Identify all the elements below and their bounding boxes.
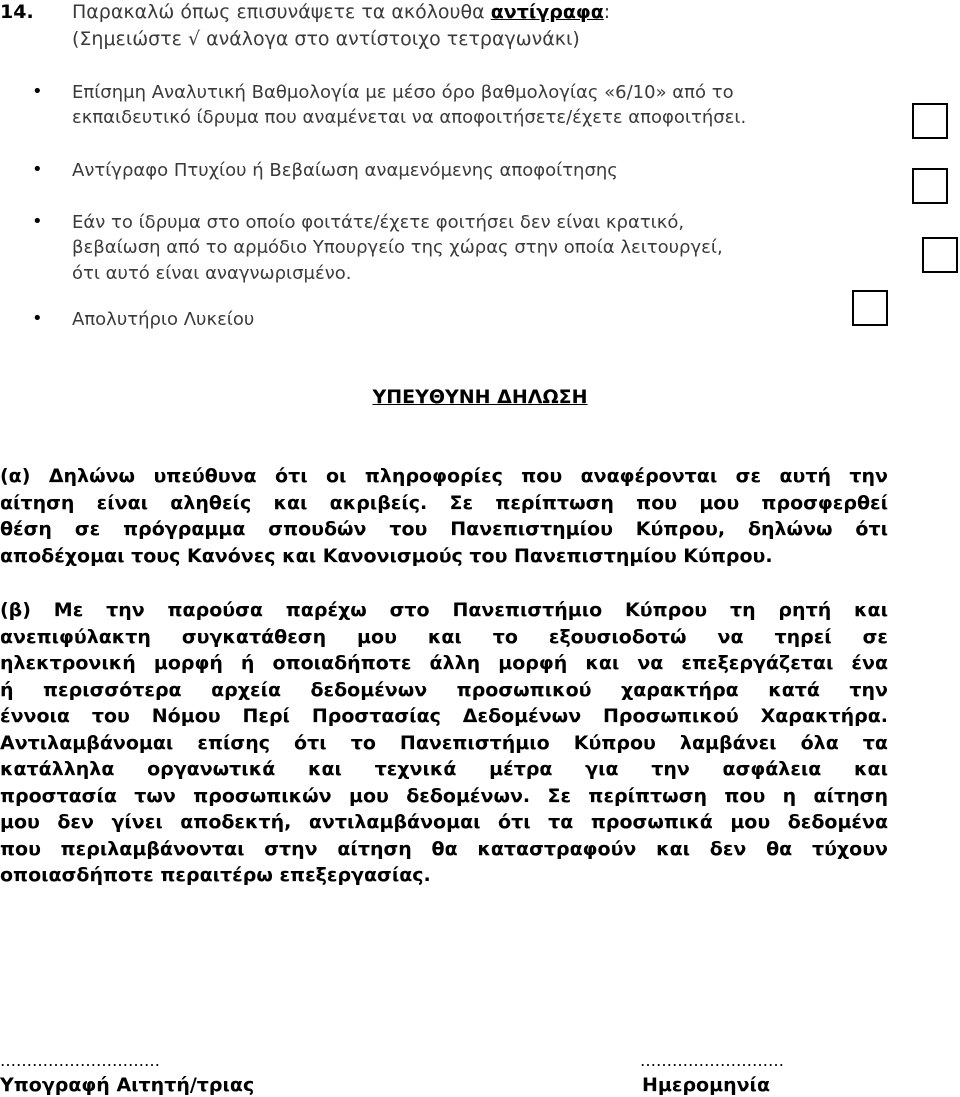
paragraph-line: ηλεκτρονική μορφή ή οποιαδήποτε άλλη μορφή και να επεξεργάζεται ένα	[0, 652, 888, 674]
list-bullet: •	[32, 308, 43, 329]
list-bullet: •	[32, 211, 43, 232]
checkbox-high-school-certificate[interactable]	[852, 290, 888, 326]
list-bullet: •	[32, 159, 43, 180]
paragraph-line: μου δεν γίνει αποδεκτή, αντιλαμβάνομαι ότι τα προσωπικά μου δεδομένα	[0, 811, 888, 833]
paragraph-line: Αντιλαμβάνομαι επίσης ότι το Πανεπιστήμιο Κύπρου λαμβάνει όλα τα	[0, 731, 888, 754]
paragraph-line: κατάλληλα οργανωτικά και τεχνικά μέτρα για την ασφάλεια και	[0, 758, 888, 780]
paragraph-line: αποδέχομαι τους Κανόνες και Κανονισμούς του Πανεπιστημίου Κύπρου.	[0, 544, 773, 567]
list-item-line: εκπαιδευτικό ίδρυμα που αναμένεται να αποφοιτήσετε/έχετε αποφοιτήσει.	[72, 107, 747, 128]
question-intro-suffix: :	[603, 1, 611, 23]
paragraph-line: θέση σε πρόγραμμα σπουδών του Πανεπιστημίου Κύπρου, δηλώνω ότι	[0, 518, 888, 540]
applicant-signature-label: Υπογραφή Αιτητή/τριας	[0, 1074, 255, 1096]
list-item-line: βεβαίωση από το αρμόδιο Υπουργείο της χώρας στην οποία λειτουργεί,	[72, 237, 723, 258]
question-intro-prefix: Παρακαλώ όπως επισυνάψετε τα ακόλουθα	[72, 1, 491, 23]
list-item-line: Επίσημη Αναλυτική Βαθμολογία με μέσο όρο βαθμολογίας «6/10» από το	[72, 82, 734, 103]
declaration-title: ΥΠΕΥΘΥΝΗ ΔΗΛΩΣΗ	[372, 386, 588, 408]
paragraph-line: οποιασδήποτε περαιτέρω επεξεργασίας.	[0, 864, 431, 886]
paragraph-line: προστασία των προσωπικών μου δεδομένων. Σε περίπτωση που η αίτηση	[0, 784, 888, 807]
declaration-paragraph-a	[0, 463, 888, 569]
paragraph-line: αίτηση είναι αληθείς και ακριβείς. Σε περίπτωση που μου προσφερθεί	[0, 491, 888, 514]
checkbox-official-transcript[interactable]	[912, 103, 948, 139]
question-intro	[72, 0, 610, 24]
checkbox-degree-copy[interactable]	[912, 168, 948, 204]
paragraph-line: (β) Με την παρούσα παρέχω στο Πανεπιστήμιο Κύπρου τη ρητή και	[0, 599, 888, 621]
list-item-line: Εάν το ίδρυμα στο οποίο φοιτάτε/έχετε φοιτήσει δεν είναι κρατικό,	[72, 212, 685, 233]
applicant-signature-line: …………………………	[0, 1051, 160, 1070]
question-note: (Σημειώστε √ ανάλογα στο αντίστοιχο τετραγωνάκι)	[72, 28, 580, 50]
date-line: ………………………	[640, 1051, 784, 1070]
list-item-line: Απολυτήριο Λυκείου	[72, 309, 255, 330]
declaration-paragraph-b	[0, 597, 888, 889]
question-number: 14.	[0, 1, 34, 23]
list-item-line: ότι αυτό είναι αναγνωρισμένο.	[72, 263, 352, 284]
date-label: Ημερομηνία	[642, 1074, 771, 1096]
paragraph-line: (α) Δηλώνω υπεύθυνα ότι οι πληροφορίες που αναφέρονται σε αυτή την	[0, 465, 888, 487]
list-bullet: •	[32, 81, 43, 102]
checkbox-ministry-recognition[interactable]	[922, 237, 958, 273]
paragraph-line: έννοια του Νόμου Περί Προστασίας Δεδομένων Προσωπικού Χαρακτήρα.	[0, 705, 888, 727]
question-intro-emphasis: αντίγραφα	[490, 1, 604, 23]
paragraph-line: ή περισσότερα αρχεία δεδομένων προσωπικού χαρακτήρα κατά την	[0, 678, 888, 701]
list-item-line: Αντίγραφο Πτυχίου ή Βεβαίωση αναμενόμενης αποφοίτησης	[72, 160, 618, 181]
paragraph-line: που περιλαμβάνονται στην αίτηση θα καταστραφούν και δεν θα τύχουν	[0, 837, 888, 860]
paragraph-line: ανεπιφύλακτη συγκατάθεση μου και το εξουσιοδοτώ να τηρεί σε	[0, 625, 888, 648]
